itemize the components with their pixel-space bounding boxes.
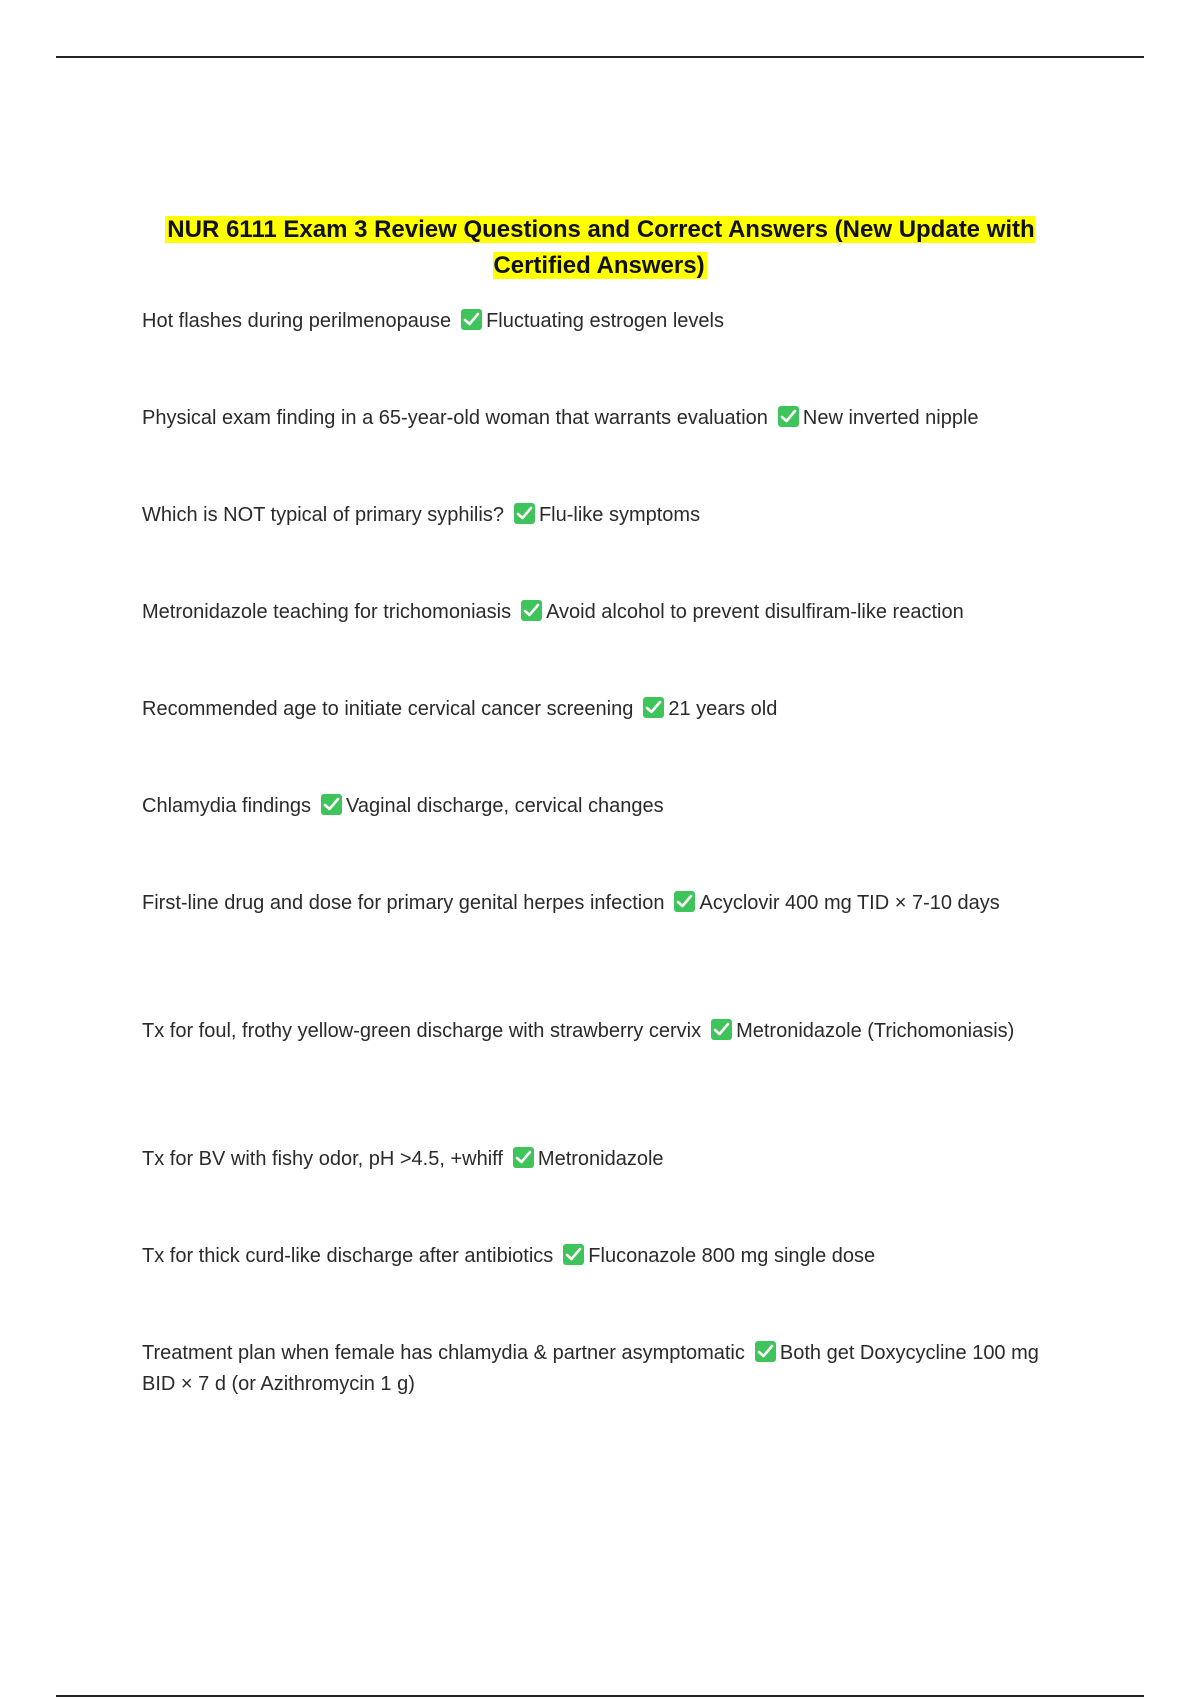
qa-item-8 (142, 1016, 1072, 1047)
check-mark-icon (514, 503, 535, 524)
qa-item-9 (142, 1144, 1072, 1175)
answer-text: 21 years old (668, 698, 778, 720)
qa-item-5 (142, 694, 1072, 725)
check-mark-icon (513, 1147, 534, 1168)
answer-text: Metronidazole (537, 1148, 664, 1170)
question-text: Tx for foul, frothy yellow-green discharge with strawberry cervix (142, 1020, 702, 1042)
question-text: Recommended age to initiate cervical cancer screening (142, 698, 634, 720)
check-mark-icon (321, 794, 342, 815)
answer-text: Avoid alcohol to prevent disulfiram-like reaction (546, 601, 964, 623)
qa-item-2 (142, 403, 1072, 434)
question-text: Physical exam finding in a 65-year-old woman that warrants evaluation (142, 407, 768, 429)
header-rule (56, 56, 1144, 58)
question-text: First-line drug and dose for primary genital herpes infection (142, 892, 665, 914)
answer-text: Fluctuating estrogen levels (486, 310, 724, 332)
qa-item-7 (142, 888, 1072, 919)
check-mark-icon (643, 697, 664, 718)
question-text: Which is NOT typical of primary syphilis? (142, 504, 504, 526)
qa-item-1 (142, 306, 1072, 337)
check-mark-icon (778, 406, 799, 427)
answer-text: Flu-like symptoms (538, 504, 701, 526)
question-text: Metronidazole teaching for trichomoniasis (142, 601, 512, 623)
answer-text: Both get Doxycycline 100 mg BID × 7 d (or Azithromycin 1 g) (142, 1342, 1039, 1395)
question-text: Tx for thick curd-like discharge after antibiotics (142, 1245, 554, 1267)
answer-text: Metronidazole (Trichomoniasis) (736, 1020, 1015, 1042)
question-text: Chlamydia findings (142, 795, 311, 817)
qa-item-6 (142, 791, 1072, 822)
answer-text: Acyclovir 400 mg TID × 7-10 days (699, 892, 1000, 914)
qa-item-3 (142, 500, 1072, 531)
qa-item-4 (142, 597, 1072, 628)
check-mark-icon (461, 309, 482, 330)
qa-item-10 (142, 1241, 1072, 1272)
answer-text: Fluconazole 800 mg single dose (588, 1245, 876, 1267)
question-text: Hot flashes during perilmenopause (142, 310, 452, 332)
footer-rule (56, 1695, 1144, 1697)
question-text: Tx for BV with fishy odor, pH >4.5, +whiff (142, 1148, 503, 1170)
check-mark-icon (563, 1244, 584, 1265)
check-mark-icon (755, 1341, 776, 1362)
check-mark-icon (711, 1019, 732, 1040)
title-highlight: NUR 6111 Exam 3 Review Questions and Correct Answers (New Update with Certified Answers) (167, 216, 1035, 279)
check-mark-icon (674, 891, 695, 912)
answer-text: New inverted nipple (802, 407, 979, 429)
check-mark-icon (521, 600, 542, 621)
qa-item-11 (142, 1338, 1072, 1400)
answer-text: Vaginal discharge, cervical changes (345, 795, 664, 817)
question-text: Treatment plan when female has chlamydia & partner asymptomatic (142, 1342, 745, 1364)
document-title (150, 212, 1050, 284)
